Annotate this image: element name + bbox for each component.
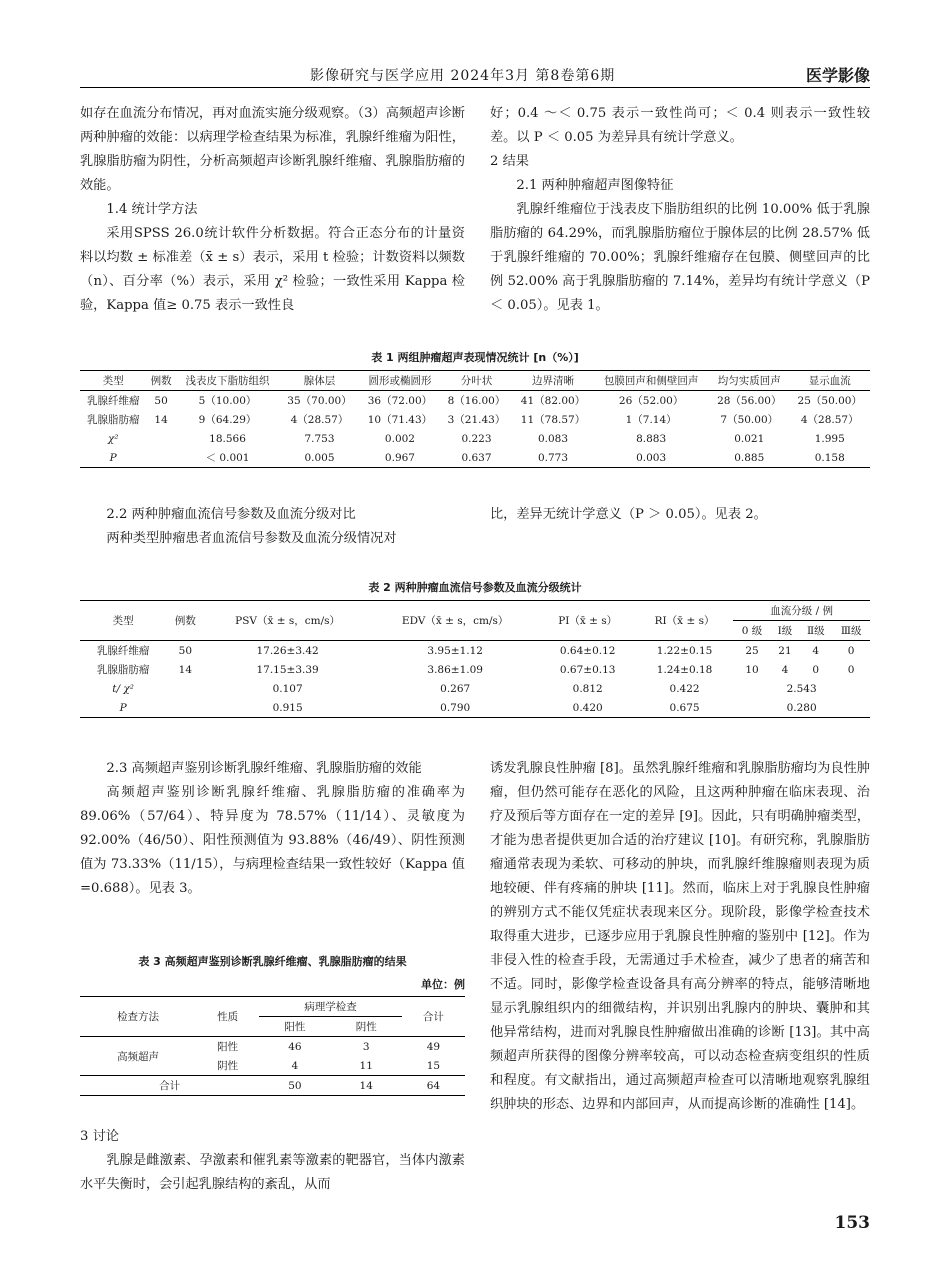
journal-info: 影像研究与医学应用 2024年3月 第8卷第6期 bbox=[310, 68, 616, 84]
table-cell: 0.003 bbox=[593, 448, 709, 468]
table-cell: 46 bbox=[288, 1040, 302, 1053]
table-cell: 0.422 bbox=[669, 682, 700, 695]
paragraph: 采用SPSS 26.0统计软件分析数据。符合正态分布的计量资料以均数 ± 标准差（x̄ ± s）表示，采用 t 检验；计数资料以频数（n）、百分率（%）表示，采用 χ² 检验；一致性采用 Kappa 检验，Kappa 值≥ 0.75 表示一致性良 bbox=[80, 226, 465, 313]
table-cell: 8（16.00） bbox=[447, 395, 506, 407]
paragraph: 好；0.4 ～＜ 0.75 表示一致性尚可；＜ 0.4 则表示一致性较差。以 P ＜ 0.05 为差异具有统计学意义。 bbox=[490, 106, 870, 145]
table-cell: 0.967 bbox=[360, 448, 440, 468]
grade-stat-cell: 2.543 bbox=[786, 682, 817, 695]
table-cell: 0.002 bbox=[384, 432, 415, 445]
table-cell: 0.107 bbox=[272, 682, 303, 695]
table-cell: 64 bbox=[402, 1076, 465, 1096]
table-cell: P bbox=[80, 448, 146, 468]
table-cell: 阳性 bbox=[217, 1041, 239, 1053]
table-header-cell: 腺体层 bbox=[279, 371, 359, 391]
table-row bbox=[80, 601, 870, 621]
table-cell: 0 bbox=[847, 663, 855, 676]
table-cell: 5（10.00） bbox=[198, 395, 257, 407]
table-cell: 28（56.00） bbox=[717, 395, 782, 407]
grade-header-cell: Ⅰ级 bbox=[771, 621, 799, 641]
table-cell: 乳腺脂肪瘤 bbox=[86, 414, 140, 426]
table-cell: 0.267 bbox=[440, 682, 471, 695]
paragraph: 两种类型肿瘤患者血流信号参数及血流分级情况对 bbox=[106, 531, 397, 546]
table-cell: 1（7.14） bbox=[625, 414, 677, 426]
table-header-cell: PI（x̄ ± s） bbox=[540, 601, 636, 641]
table-cell: 3 bbox=[362, 1040, 370, 1053]
table-cell: 乳腺纤维瘤 bbox=[96, 645, 150, 657]
table-row bbox=[80, 679, 870, 698]
table-header-cell: 分叶状 bbox=[440, 371, 513, 391]
table-cell: 17.15±3.39 bbox=[256, 663, 319, 676]
method-cell: 高频超声 bbox=[117, 1050, 160, 1063]
sub-header-cell: 阳性 bbox=[259, 1017, 330, 1037]
table-cell: 35（70.00） bbox=[287, 395, 352, 407]
table-row bbox=[80, 391, 870, 411]
table-header-cell: 例数 bbox=[166, 601, 204, 641]
table-cell: 0.083 bbox=[537, 432, 569, 445]
table-header-cell: 病理学检查 bbox=[259, 997, 402, 1017]
table-cell: 4 bbox=[812, 644, 820, 657]
table-header-cell: 均匀实质回声 bbox=[709, 371, 789, 391]
grade-stat-cell: 0.280 bbox=[733, 698, 870, 718]
table-1 bbox=[80, 370, 870, 468]
table-cell: 8.883 bbox=[636, 432, 667, 445]
table-cell: 36（72.00） bbox=[367, 395, 433, 407]
running-header bbox=[80, 65, 870, 88]
paragraph: 高频超声鉴别诊断乳腺纤维瘤、乳腺脂肪瘤的准确率为 89.06%（57/64）、特异度为 78.57%（11/14）、灵敏度为 92.00%（46/50）、阳性预测值为 93.88%（46/49）、阴性预测值为 73.33%（11/15），与病理检查结果一致性较好（Kappa 值 =0.688）。见表 3。 bbox=[80, 785, 465, 896]
row-label: P bbox=[80, 698, 166, 718]
table-header-cell: 显示血流 bbox=[790, 371, 871, 391]
table-cell bbox=[146, 448, 175, 468]
table-header-cell: 边界清晰 bbox=[513, 371, 593, 391]
table-cell: 7（50.00） bbox=[720, 414, 779, 426]
table-header-cell: PSV（x̄ ± s，cm/s） bbox=[204, 601, 370, 641]
subsection-heading: 2.3 高频超声鉴别诊断乳腺纤维瘤、乳腺脂肪瘤的效能 bbox=[106, 761, 422, 776]
table-cell: 1.22±0.15 bbox=[656, 644, 713, 657]
table-cell: 3（21.43） bbox=[447, 414, 506, 426]
table-cell: 0.812 bbox=[572, 682, 603, 695]
table-cell: 0.915 bbox=[204, 698, 370, 718]
row-label: t/ χ² bbox=[112, 682, 134, 695]
table-cell: 1.24±0.18 bbox=[656, 663, 713, 676]
table-cell: 0.420 bbox=[540, 698, 636, 718]
table-header-row bbox=[80, 371, 870, 391]
table-cell: 0.64±0.12 bbox=[559, 644, 616, 657]
section-heading: 3 讨论 bbox=[80, 1129, 119, 1144]
table-header-cell: 例数 bbox=[146, 371, 175, 391]
table-cell bbox=[146, 429, 175, 448]
table-cell: 9（64.29） bbox=[198, 414, 257, 426]
table-header-cell: 合计 bbox=[402, 997, 465, 1037]
table-cell: 41（82.00） bbox=[520, 395, 586, 407]
lower-left-column bbox=[80, 757, 465, 901]
table-cell: ＜ 0.001 bbox=[176, 448, 279, 468]
table-cell: 3.86±1.09 bbox=[427, 663, 483, 676]
table-cell: 0.675 bbox=[636, 698, 734, 718]
table-cell: 14 bbox=[154, 413, 168, 426]
table-3 bbox=[80, 996, 465, 1096]
empty-cell bbox=[166, 679, 204, 698]
table3-caption: 表 3 高频超声鉴别诊断乳腺纤维瘤、乳腺脂肪瘤的结果 bbox=[138, 955, 407, 968]
table-header-cell: 检查方法 bbox=[80, 997, 196, 1037]
page-number: 153 bbox=[834, 1213, 870, 1233]
table-header-cell: 圆形或椭圆形 bbox=[360, 371, 440, 391]
table-cell: 0.158 bbox=[790, 448, 871, 468]
table-cell: 3.95±1.12 bbox=[427, 644, 483, 657]
grade-header-cell: 0 级 bbox=[733, 621, 770, 641]
table-cell: 0 bbox=[812, 663, 820, 676]
table-cell: 26（52.00） bbox=[618, 395, 684, 407]
top-right-column bbox=[490, 102, 870, 318]
table2-caption: 表 2 两种肿瘤血流信号参数及血流分级统计 bbox=[368, 581, 582, 594]
empty-cell bbox=[166, 698, 204, 718]
subsection-heading: 1.4 统计学方法 bbox=[106, 202, 198, 217]
subsection-heading: 2.1 两种肿瘤超声图像特征 bbox=[516, 178, 674, 193]
table-cell: 0.005 bbox=[279, 448, 359, 468]
mid-right-column bbox=[490, 503, 870, 527]
table-cell: 4 bbox=[781, 663, 789, 676]
table-row bbox=[80, 660, 870, 679]
table-cell: 10（71.43） bbox=[367, 414, 433, 426]
grade-header-cell: Ⅱ级 bbox=[799, 621, 832, 641]
section-title: 医学影像 bbox=[805, 66, 870, 85]
table-cell: 1.995 bbox=[814, 432, 845, 445]
table-cell: 11（78.57） bbox=[520, 414, 586, 426]
table-header-cell: 浅表皮下脂肪组织 bbox=[176, 371, 279, 391]
table-cell: 50 bbox=[154, 394, 168, 407]
table-cell: 0.67±0.13 bbox=[559, 663, 616, 676]
table-cell: 17.26±3.42 bbox=[256, 644, 319, 657]
table-cell: 15 bbox=[426, 1059, 441, 1072]
table-cell: 4（28.57） bbox=[800, 414, 859, 426]
table-row bbox=[80, 429, 870, 448]
table-row bbox=[80, 698, 870, 718]
sub-header-cell: 阴性 bbox=[331, 1017, 402, 1037]
table-cell: 0 bbox=[847, 644, 855, 657]
table-row bbox=[80, 641, 870, 661]
table-cell: 0.773 bbox=[513, 448, 593, 468]
section-heading: 2 结果 bbox=[490, 154, 529, 169]
total-label: 合计 bbox=[80, 1076, 259, 1096]
table-cell: χ² bbox=[107, 432, 119, 445]
table1-caption: 表 1 两组肿瘤超声表现情况统计 [n（%）] bbox=[371, 351, 579, 364]
table-cell: 7.753 bbox=[304, 432, 335, 445]
table-cell: 0.790 bbox=[371, 698, 540, 718]
table-row bbox=[80, 1037, 465, 1057]
table-header-cell: EDV（x̄ ± s，cm/s） bbox=[371, 601, 540, 641]
grade-header-cell: Ⅲ级 bbox=[832, 621, 870, 641]
paragraph: 比，差异无统计学意义（P ＞ 0.05）。见表 2。 bbox=[490, 507, 767, 522]
table-cell: 0.885 bbox=[709, 448, 789, 468]
table-cell: 50 bbox=[178, 644, 193, 657]
table-cell: 25 bbox=[745, 644, 759, 657]
paragraph: 乳腺纤维瘤位于浅表皮下脂肪组织的比例 10.00% 低于乳腺脂肪瘤的 64.29%，而乳腺脂肪瘤位于腺体层的比例 28.57% 低于乳腺纤维瘤的 70.00%；乳腺纤维瘤存在包膜、侧壁回声的比例 52.00% 高于乳腺脂肪瘤的 7.14%，差异均有统计学意义（P ＜ 0.05）。见表 1。 bbox=[490, 202, 870, 313]
table-row bbox=[80, 997, 465, 1017]
table-row bbox=[80, 448, 870, 468]
table-header-cell: 包膜回声和侧壁回声 bbox=[593, 371, 709, 391]
discussion-right-column bbox=[490, 757, 870, 1117]
table-cell: 0.021 bbox=[734, 432, 765, 445]
table-cell: 21 bbox=[778, 644, 792, 657]
paragraph: 如存在血流分布情况，再对血流实施分级观察。（3）高频超声诊断两种肿瘤的效能：以病理学检查结果为标准，乳腺纤维瘤为阳性，乳腺脂肪瘤为阴性，分析高频超声诊断乳腺纤维瘤、乳腺脂肪瘤的效能。 bbox=[80, 106, 465, 193]
discussion-left-column bbox=[80, 1125, 465, 1197]
table-cell: 14 bbox=[331, 1076, 402, 1096]
table-header-cell: RI（x̄ ± s） bbox=[636, 601, 734, 641]
table-header-cell: 血流分级 / 例 bbox=[733, 601, 870, 621]
table-header-cell: 类型 bbox=[80, 371, 146, 391]
table-row bbox=[80, 410, 870, 429]
table-row bbox=[80, 1076, 465, 1096]
table-cell: 4（28.57） bbox=[290, 414, 349, 426]
subsection-heading: 2.2 两种肿瘤血流信号参数及血流分级对比 bbox=[106, 507, 356, 522]
table-cell: 乳腺纤维瘤 bbox=[86, 395, 140, 407]
table-cell: 0.223 bbox=[461, 432, 492, 445]
paragraph: 乳腺是雌激素、孕激素和催乳素等激素的靶器官，当体内激素水平失衡时，会引起乳腺结构的紊乱，从而 bbox=[80, 1153, 465, 1192]
table-cell: 4 bbox=[291, 1059, 299, 1072]
table-cell: 11 bbox=[359, 1059, 373, 1072]
mid-left-column bbox=[80, 503, 465, 551]
top-left-column bbox=[80, 102, 465, 318]
table-cell: 25（50.00） bbox=[797, 395, 862, 407]
table-header-cell: 类型 bbox=[80, 601, 166, 641]
table-cell: 14 bbox=[178, 663, 193, 676]
table-cell: 18.566 bbox=[209, 432, 246, 445]
table-cell: 10 bbox=[745, 663, 759, 676]
table-cell: 0.637 bbox=[440, 448, 513, 468]
paragraph: 诱发乳腺良性肿瘤 [8]。虽然乳腺纤维瘤和乳腺脂肪瘤均为良性肿瘤，但仍然可能存在恶化的风险，且这两种肿瘤在临床表现、治疗及预后等方面存在一定的差异 [9]。因此，只有明确肿瘤类型，才能为患者提供更加合适的治疗建议 [10]。有研究称，乳腺脂肪瘤通常表现为柔软、可移动的肿块，而乳腺纤维腺瘤则表现为质地较硬、伴有疼痛的肿块 [11]。然而，临床上对于乳腺良性肿瘤的辨别方式不能仅凭症状表现来区分。现阶段，影像学检查技术取得重大进步，已逐步应用于乳腺良性肿瘤的鉴别中 [12]。作为非侵入性的检查手段，无需通过手术检查，减少了患者的痛苦和不适。同时，影像学检查设备具有高分辨率的特点，能够清晰地显示乳腺组织内的细微结构，并识别出乳腺内的肿块、囊肿和其他异常结构，进而对乳腺良性肿瘤做出准确的诊断 [13]。其中高频超声所获得的图像分辨率较高，可以动态检查病变组织的性质和程度。有文献指出，通过高频超声检查可以清晰地观察乳腺组织肿块的形态、边界和内部回声，从而提高诊断的准确性 [14]。 bbox=[490, 761, 870, 1112]
table-cell: 阴性 bbox=[217, 1060, 239, 1072]
table-header-cell: 性质 bbox=[196, 997, 259, 1037]
table3-unit: 单位：例 bbox=[421, 978, 465, 991]
table-2 bbox=[80, 600, 870, 718]
table-cell: 49 bbox=[426, 1040, 441, 1053]
table-cell: 50 bbox=[259, 1076, 330, 1096]
table-cell: 乳腺脂肪瘤 bbox=[96, 664, 150, 676]
